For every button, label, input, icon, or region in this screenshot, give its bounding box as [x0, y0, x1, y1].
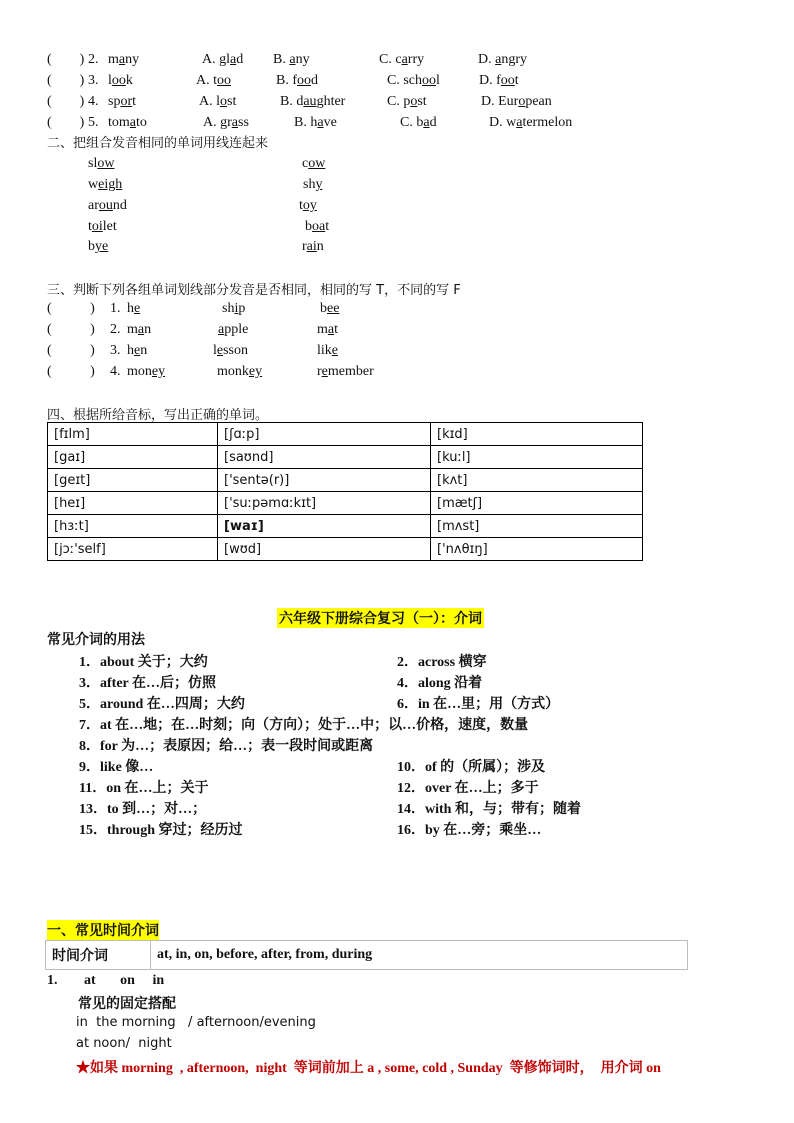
phonetic-row: [48, 515, 643, 538]
phonetic-row: [48, 423, 643, 446]
underlined-part: ey: [151, 364, 166, 379]
underlined-part: ye: [95, 239, 109, 254]
right-word: rain: [302, 239, 324, 254]
phonetic-cell: [mʌst]: [431, 515, 643, 538]
grammar-title: 六年级下册综合复习（一）：介词: [277, 608, 484, 628]
underlined-part: oy: [302, 198, 317, 213]
underlined-part: a: [118, 52, 126, 67]
question-word: many: [108, 52, 140, 67]
underlined-part: au: [303, 94, 317, 109]
preposition-item: 14．with 和，与；带有；随着: [397, 802, 581, 817]
left-word: around: [88, 198, 127, 213]
underlined-part: e: [331, 343, 338, 358]
answer-paren: ( ): [47, 322, 95, 337]
phonetic-cell: [kʌt]: [431, 469, 643, 492]
option-d: D. foot: [479, 73, 519, 88]
left-word: toilet: [88, 219, 117, 234]
word-1: hen: [127, 343, 148, 358]
phonetic-cell: [waɪ]: [218, 515, 431, 538]
left-word: bye: [88, 239, 109, 254]
preposition-item: 10．of 的（所属）；涉及: [397, 760, 546, 775]
option-b: B. daughter: [280, 94, 346, 109]
preposition-item: 6．in 在…里；用（方式）: [397, 697, 560, 712]
underlined-part: a: [129, 115, 136, 130]
item-words: at on in: [84, 973, 165, 988]
section-3-title: 三、判断下列各组单词划线部分发音是否相同，相同的写 T，不同的写 F: [47, 283, 461, 298]
underlined-part: ey: [248, 364, 263, 379]
word-2: monkey: [217, 364, 263, 379]
preposition-item: 5．around 在…四周；大约: [79, 697, 245, 712]
phonetic-cell: ['suːpəmɑːkɪt]: [218, 492, 431, 515]
preposition-item: 15．through 穿过；经历过: [79, 823, 243, 838]
phrase-2: at noon/ night: [76, 1036, 172, 1051]
underlined-part: a: [327, 322, 335, 337]
right-word: toy: [299, 198, 317, 213]
phonetic-cell: [wʊd]: [218, 538, 431, 561]
underlined-part: a: [495, 52, 502, 67]
question-number: 2.: [110, 322, 121, 337]
word-3: bee: [320, 301, 340, 316]
option-a: A. too: [196, 73, 231, 88]
question-word: sport: [108, 94, 137, 109]
answer-paren: ( ): [47, 73, 85, 88]
underlined-part: oo: [297, 73, 311, 88]
preposition-item: 16．by 在…旁；乘坐…: [397, 823, 542, 838]
section-2-title: 二、把组合发音相同的单词用线连起来: [47, 136, 269, 151]
preposition-item: 2．across 横穿: [397, 655, 487, 670]
underlined-part: a: [317, 115, 324, 130]
phonetic-row: [48, 446, 643, 469]
underlined-part: a: [231, 115, 238, 130]
underlined-part: a: [230, 52, 237, 67]
question-word: look: [108, 73, 133, 88]
underlined-part: a: [516, 115, 523, 130]
time-table-label: 时间介词: [46, 941, 151, 970]
underlined-part: e: [134, 343, 141, 358]
item-number: 1.: [47, 973, 58, 988]
word-2: apple: [218, 322, 249, 337]
question-number: 1.: [110, 301, 121, 316]
preposition-item: 1．about 关于；大约: [79, 655, 208, 670]
time-prep-table: [45, 940, 688, 970]
underlined-part: a: [423, 115, 430, 130]
underlined-part: a: [137, 322, 145, 337]
preposition-item: 11．on 在…上；关于: [79, 781, 209, 796]
answer-paren: ( ): [47, 343, 95, 358]
option-c: C. carry: [379, 52, 425, 67]
underlined-part: oo: [500, 73, 515, 88]
word-1: man: [127, 322, 152, 337]
answer-paren: ( ): [47, 364, 95, 379]
question-number: 5.: [88, 115, 99, 130]
phonetic-cell: [jɔː'self]: [48, 538, 218, 561]
word-1: money: [127, 364, 166, 379]
preposition-item: 3．after 在…后；仿照: [79, 676, 216, 691]
right-word: cow: [302, 156, 326, 171]
underlined-part: i: [234, 301, 239, 316]
question-number: 3.: [88, 73, 99, 88]
usage-heading: 常见介词的用法: [47, 633, 145, 648]
phonetic-cell: [ʃɑːp]: [218, 423, 431, 446]
preposition-item: 8．for 为…；表原因；给…；表一段时间或距离: [79, 739, 374, 754]
underlined-part: ai: [306, 239, 317, 254]
preposition-item: 12．over 在…上；多于: [397, 781, 539, 796]
word-3: like: [317, 343, 338, 358]
left-word: weigh: [88, 177, 123, 192]
left-word: slow: [88, 156, 115, 171]
underlined-part: ow: [97, 156, 115, 171]
underlined-part: ow: [308, 156, 326, 171]
underlined-part: e: [321, 364, 328, 379]
phonetic-cell: [kɪd]: [431, 423, 643, 446]
option-b: B. food: [276, 73, 318, 88]
preposition-item: 13．to 到…；对…；: [79, 802, 207, 817]
underlined-part: a: [289, 52, 296, 67]
option-a: A. lost: [199, 94, 237, 109]
note-star: ★如果 morning , afternoon, night 等词前加上 a , some, cold , Sunday 等修饰词时， 用介词 on: [76, 1061, 661, 1076]
underlined-part: ou: [98, 198, 113, 213]
question-number: 4.: [88, 94, 99, 109]
option-d: D. watermelon: [489, 115, 573, 130]
phonetic-row: [48, 492, 643, 515]
phonetic-table: [47, 422, 643, 561]
underlined-part: ee: [327, 301, 340, 316]
question-number: 3.: [110, 343, 121, 358]
option-d: D. angry: [478, 52, 528, 67]
option-b: B. have: [294, 115, 337, 130]
answer-paren: ( ): [47, 52, 85, 67]
word-3: mat: [317, 322, 338, 337]
phonetic-cell: [gaɪ]: [48, 446, 218, 469]
option-a: A. glad: [202, 52, 244, 67]
underlined-part: or: [120, 94, 133, 109]
phonetic-cell: [mætʃ]: [431, 492, 643, 515]
phrase-1: in the morning / afternoon/evening: [76, 1015, 316, 1030]
time-table-value: at, in, on, before, after, from, during: [151, 941, 688, 970]
preposition-item: 7．at 在…地；在…时刻；向（方向）；处于…中；以…价格，速度，数量: [79, 718, 529, 733]
underlined-part: a: [401, 52, 408, 67]
option-b: B. any: [273, 52, 310, 67]
underlined-part: e: [216, 343, 224, 358]
phonetic-cell: [fɪlm]: [48, 423, 218, 446]
question-number: 2.: [88, 52, 99, 67]
fixed-collocation-heading: 常见的固定搭配: [78, 997, 176, 1012]
right-word: shy: [303, 177, 323, 192]
word-3: remember: [317, 364, 374, 379]
underlined-part: oi: [91, 219, 103, 234]
underlined-part: eigh: [98, 177, 123, 192]
underlined-part: oo: [217, 73, 231, 88]
option-c: C. bad: [400, 115, 437, 130]
answer-paren: ( ): [47, 115, 85, 130]
underlined-part: oo: [111, 73, 126, 88]
underlined-part: o: [220, 94, 227, 109]
phonetic-cell: ['sentə(r)]: [218, 469, 431, 492]
underlined-part: e: [134, 301, 141, 316]
section-4-title: 四、根据所给音标，写出正确的单词。: [47, 408, 269, 423]
question-number: 4.: [110, 364, 121, 379]
option-c: C. school: [387, 73, 440, 88]
phonetic-cell: [kuːl]: [431, 446, 643, 469]
underlined-part: oa: [312, 219, 326, 234]
answer-paren: ( ): [47, 301, 95, 316]
time-prep-heading: 一、常见时间介词: [47, 920, 159, 940]
phonetic-cell: ['nʌθɪŋ]: [431, 538, 643, 561]
word-1: he: [127, 301, 141, 316]
word-2: ship: [222, 301, 246, 316]
underlined-part: o: [410, 94, 418, 109]
underlined-part: a: [218, 322, 225, 337]
phonetic-cell: [saʊnd]: [218, 446, 431, 469]
phonetic-cell: [geɪt]: [48, 469, 218, 492]
phonetic-cell: [heɪ]: [48, 492, 218, 515]
phonetic-row: [48, 538, 643, 561]
preposition-item: 9．like 像…: [79, 760, 154, 775]
option-a: A. grass: [203, 115, 249, 130]
underlined-part: o: [518, 94, 526, 109]
option-d: D. European: [481, 94, 552, 109]
answer-paren: ( ): [47, 94, 85, 109]
underlined-part: y: [315, 177, 323, 192]
word-2: lesson: [213, 343, 249, 358]
right-word: boat: [305, 219, 330, 234]
option-c: C. post: [387, 94, 427, 109]
question-word: tomato: [108, 115, 147, 130]
preposition-item: 4．along 沿着: [397, 676, 483, 691]
underlined-part: oo: [422, 73, 436, 88]
phonetic-row: [48, 469, 643, 492]
phonetic-cell: [hɜːt]: [48, 515, 218, 538]
